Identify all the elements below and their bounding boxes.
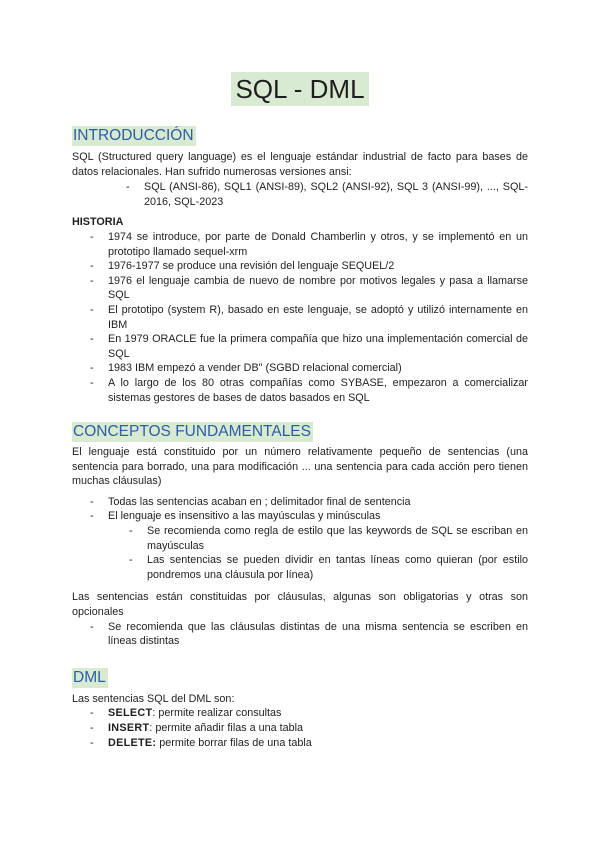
intro-heading: INTRODUCCIÓN (73, 127, 194, 144)
list-item (72, 332, 528, 361)
conceptos-list-2 (72, 620, 528, 649)
historia-item-text: En 1979 ORACLE fue la primera compañía que hizo una implementación comercial de SQL (108, 333, 528, 360)
dml-list (72, 706, 528, 750)
dml-separator: : (152, 707, 156, 720)
list-item (72, 376, 528, 405)
conceptos-paragraph-2: Las sentencias están constituidas por cláusulas, algunas son obligatorias y otras son opcionales (72, 591, 528, 619)
dash-bullet: - (90, 495, 94, 508)
conceptos-heading-wrap (72, 422, 528, 442)
dash-bullet: - (90, 722, 94, 734)
list-item (72, 509, 528, 524)
dash-bullet: - (90, 274, 94, 287)
dash-bullet: - (90, 362, 94, 375)
dash-bullet: - (126, 181, 130, 194)
conceptos-subitem-text: Las sentencias se pueden dividir en tantas líneas como quieran (por estilo pondremos una cláusula por línea) (147, 554, 528, 581)
conceptos-heading: CONCEPTOS FUNDAMENTALES (73, 423, 311, 441)
list-item (72, 274, 528, 303)
dash-bullet: - (129, 554, 133, 567)
conceptos-item-text: Se recomienda que las cláusulas distintas de una misma sentencia se escriben en líneas distintas (108, 620, 528, 648)
dml-item-text: permite borrar filas de una tabla (156, 736, 312, 749)
dml-item-text: permite realizar consultas (155, 707, 282, 720)
dash-bullet: - (90, 230, 94, 243)
versions-list (72, 180, 528, 209)
dash-bullet: - (90, 620, 94, 633)
historia-item-text: A lo largo de los 80 otras compañías como SYBASE, empezaron a comercializar sistemas gestores de bases de datos basados en SQL (108, 376, 528, 404)
conceptos-subitem-text: Se recomienda como regla de estilo que las keywords de SQL se escriban en mayúsculas (147, 525, 528, 552)
list-item (72, 259, 528, 274)
dml-heading: DML (73, 668, 106, 686)
list-item (72, 706, 528, 721)
list-item (72, 553, 528, 582)
dash-bullet: - (90, 333, 94, 346)
intro-paragraph: SQL (Structured query language) es el lenguaje estándar industrial de facto para bases de datos relacionales. Han sufrido numerosas versiones ansi: (72, 151, 528, 178)
list-item (72, 620, 528, 649)
historia-heading: HISTORIA (72, 216, 124, 229)
list-item (72, 361, 528, 376)
dash-bullet: - (90, 510, 94, 523)
dml-keyword: DELETE: (108, 736, 157, 749)
conceptos-list (72, 495, 528, 524)
conceptos-paragraph: El lenguaje está constituido por un número relativamente pequeño de sentencias (una sentencia para borrado, una para modificación ... una sentencia para cada acción pero tienen muchas cláusulas) (72, 446, 528, 488)
dml-intro: Las sentencias SQL del DML son: (72, 692, 235, 705)
list-item (72, 736, 528, 751)
historia-item-text: 1974 se introduce, por parte de Donald Chamberlin y otros, y se implementó en un prototipo llamado sequel-xrm (108, 230, 528, 258)
list-item (72, 230, 528, 259)
intro-heading-wrap (72, 126, 528, 146)
dash-bullet: - (90, 376, 94, 389)
dml-keyword: INSERT (108, 722, 150, 734)
dash-bullet: - (129, 525, 133, 538)
conceptos-item-text: Todas las sentencias acaban en ; delimitador final de sentencia (108, 495, 411, 508)
historia-item-text: El prototipo (system R), basado en este lenguaje, se adoptó y utilizó internamente en IBM (108, 303, 528, 331)
dml-separator: : (149, 722, 153, 734)
title-wrap (72, 72, 528, 106)
list-item (72, 524, 528, 553)
conceptos-item-text: El lenguaje es insensitivo a las mayúsculas y minúsculas (108, 510, 381, 523)
dash-bullet: - (90, 303, 94, 316)
historia-item-text: 1976 el lenguaje cambia de nuevo de nombre por motivos legales y pasa a llamarse SQL (108, 274, 528, 302)
list-item (72, 303, 528, 332)
conceptos-sublist (72, 524, 528, 582)
dml-heading-wrap (72, 668, 528, 688)
list-item (72, 180, 528, 209)
dash-bullet: - (90, 260, 94, 273)
document-page (72, 0, 528, 750)
list-item (72, 495, 528, 510)
page-title: SQL - DML (231, 72, 368, 106)
historia-item-text: 1976-1977 se produce una revisión del lenguaje SEQUEL/2 (108, 260, 395, 273)
historia-list (72, 230, 528, 405)
dml-item-text: permite añadir filas a una tabla (152, 722, 304, 734)
historia-item-text: 1983 IBM empezó a vender DB" (SGBD relacional comercial) (108, 362, 402, 375)
dml-keyword: SELECT (108, 707, 153, 720)
dash-bullet: - (90, 707, 94, 720)
list-item (72, 721, 528, 736)
versions-text: SQL (ANSI-86), SQL1 (ANSI-89), SQL2 (ANSI-92), SQL 3 (ANSI-99), ..., SQL-2016, SQL-2023 (144, 181, 528, 208)
dash-bullet: - (90, 736, 94, 749)
